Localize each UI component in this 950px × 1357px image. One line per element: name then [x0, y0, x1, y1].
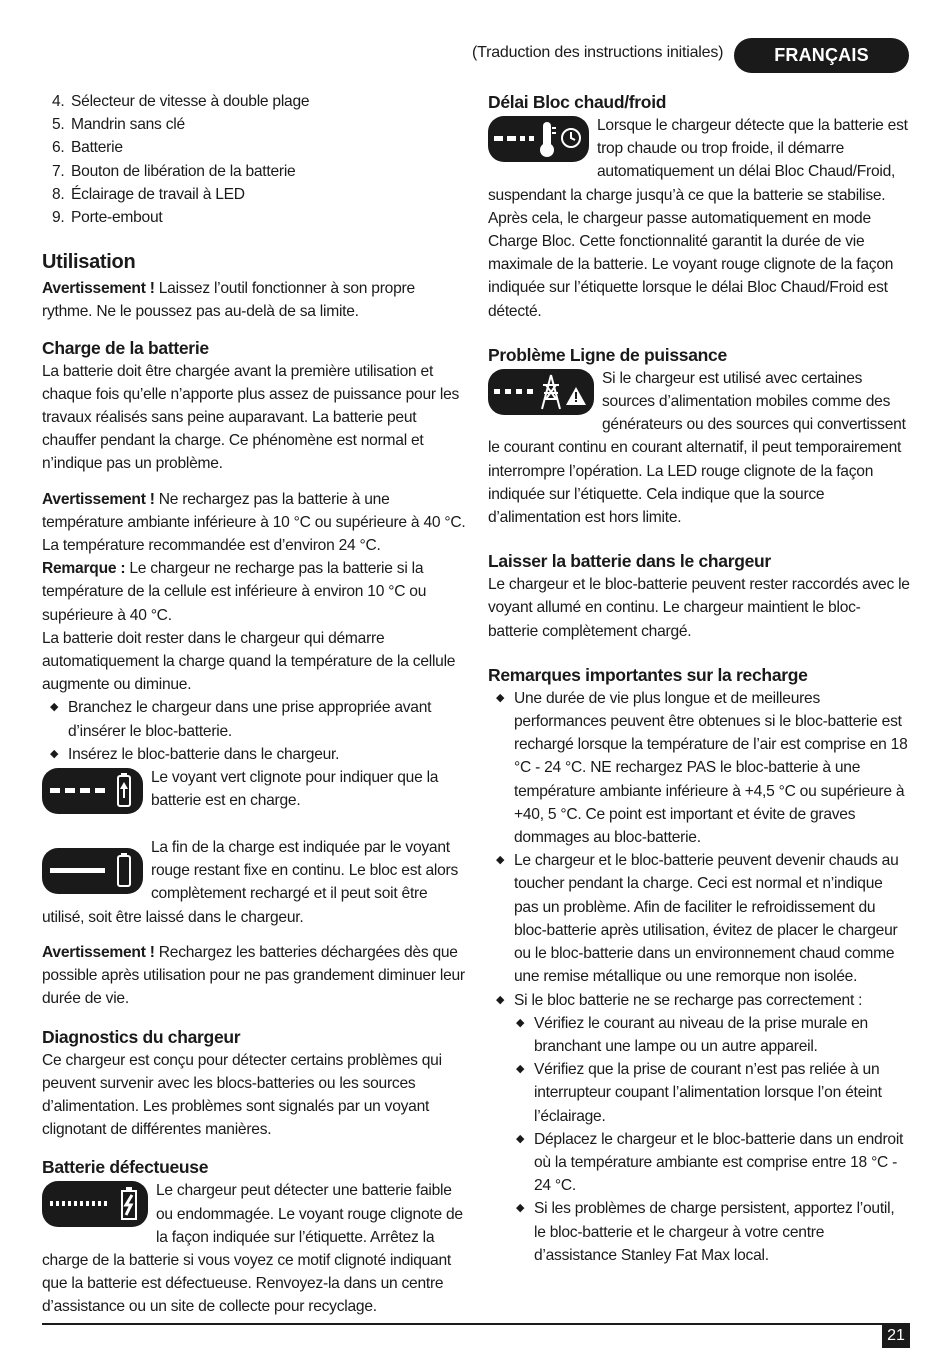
discharge-warning: Avertissement ! Rechargez les batteries déchargées dès que possible après utilisation pour ne pas grandement diminuer leur durée de vie.: [42, 943, 465, 1008]
charge-end-text: La fin de la charge est indiquée par le voyant rouge restant fixe en continu. Le bloc est alors complètement rechargé et il peut soit être utilisé, soit être laissé dans le chargeur.: [42, 839, 458, 926]
diagnostics-text: Ce chargeur est conçu pour détecter certains problèmes qui peuvent survenir avec les blocs-batteries ou les sources d’alimentation. Les problèmes sont signalés par un voyant clignotant de différentes manières.: [42, 1051, 442, 1139]
powerline-text: Si le chargeur est utilisé avec certaines sources d’alimentation mobiles comme des générateurs ou des sources qui convertissent le courant continu en courant alternatif, il peut temporairement interrompre l’opération. La LED rouge clignote de la façon indiquée sur l’étiquette. Cela indique que la source d’alimentation est hors limite.: [488, 369, 906, 527]
list-item: ◆ Si les problèmes de charge persistent, apportez l’outil, le bloc-batterie et le chargeur à votre centre d’assistance Stanley Fat Max local.: [514, 1197, 910, 1267]
right-column: [488, 90, 910, 1267]
list-item: 8. Éclairage de travail à LED: [52, 185, 245, 203]
language-badge: FRANÇAIS: [734, 38, 909, 73]
list-item: ◆ Branchez le chargeur dans une prise appropriée avant d’insérer le bloc-batterie.: [42, 696, 467, 742]
notes-heading: Remarques importantes sur la recharge: [488, 664, 808, 685]
charge-end-row: [42, 836, 467, 929]
list-item: ◆ Vérifiez le courant au niveau de la prise murale en branchant une lampe ou un autre appareil.: [514, 1012, 910, 1058]
notes-sublist: [488, 1012, 910, 1267]
diamond-bullet-icon: ◆: [50, 747, 59, 760]
diamond-bullet-icon: ◆: [516, 1132, 525, 1145]
green-blink-text: Le voyant vert clignote pour indiquer que la batterie est en charge.: [151, 769, 439, 810]
list-item: ◆ Insérez le bloc-batterie dans le chargeur.: [42, 743, 467, 766]
diamond-bullet-icon: ◆: [516, 1016, 525, 1029]
list-item: 5. Mandrin sans clé: [52, 116, 185, 134]
leave-heading: Laisser la batterie dans le chargeur: [488, 551, 771, 572]
hot-cold-delay-icon: [488, 116, 589, 162]
charge-note: Remarque : Le chargeur ne recharge pas la batterie si la température de la cellule est inférieure à environ 10 °C ou supérieure à 40 °C.: [42, 560, 427, 624]
charge-steps: [42, 696, 467, 766]
list-item: ◆ Déplacez le chargeur et le bloc-batterie dans un endroit où la température ambiante est comprise entre 18 °C - 24 °C.: [514, 1128, 910, 1198]
hotcold-heading: Délai Bloc chaud/froid: [488, 92, 667, 112]
green-blink-row: [42, 766, 467, 816]
list-item: 9. Porte-embout: [52, 209, 163, 227]
diamond-bullet-icon: ◆: [496, 993, 505, 1006]
page-number: 21: [882, 1323, 910, 1348]
list-item: ◆ Vérifiez que la prise de courant n’est pas reliée à un interrupteur coupant l’alimentation lorsque l’on éteint l’éclairage.: [514, 1058, 910, 1128]
utilisation-warning: Avertissement ! Laissez l’outil fonctionner à son propre rythme. Ne le poussez pas au-delà de sa limite.: [42, 280, 415, 321]
diamond-bullet-icon: ◆: [516, 1202, 525, 1215]
diamond-bullet-icon: ◆: [496, 854, 505, 867]
defective-battery-icon: [42, 1181, 148, 1227]
list-item: ◆ Si le bloc batterie ne se recharge pas correctement :: [488, 989, 910, 1012]
charge-heading: Charge de la batterie: [42, 337, 209, 358]
diagnostics-heading: Diagnostics du chargeur: [42, 1026, 241, 1047]
powerline-row: [488, 367, 910, 529]
diamond-bullet-icon: ◆: [516, 1063, 525, 1076]
power-line-icon: [488, 369, 594, 415]
list-item: 4. Sélecteur de vitesse à double plage: [52, 93, 310, 110]
powerline-heading: Problème Ligne de puissance: [488, 344, 727, 365]
defective-text: Le chargeur peut détecter une batterie faible ou endommagée. Le voyant rouge clignote de la façon indiquée sur l’étiquette. Arrêtez la charge de la batterie si vous voyez ce motif clignoté indiquant que la batterie est défectueuse. Renvoyez-la dans un centre d’assistance ou un site de collecte pour recyclage.: [42, 1182, 463, 1316]
diamond-bullet-icon: ◆: [496, 691, 505, 704]
charge-stay: La batterie doit rester dans le chargeur qui démarre automatiquement la charge quand la température de la cellule augmente ou diminue.: [42, 629, 456, 694]
defective-heading: Batterie défectueuse: [42, 1157, 209, 1178]
list-item: 7. Bouton de libération de la batterie: [52, 162, 296, 180]
diamond-bullet-icon: ◆: [50, 701, 59, 714]
list-item: 6. Batterie: [52, 139, 123, 157]
header-note: (Traduction des instructions initiales): [472, 44, 724, 61]
hotcold-text: Lorsque le chargeur détecte que la batterie est trop chaude ou trop froide, il démarre automatiquement un délai Bloc Chaud/Froid, suspendant la charge jusqu’à ce que la batterie se stabilise. Après cela, le chargeur passe automatiquement en mode Charge Bloc. Cette fonctionnalité garantit la durée de vie maximale de la batterie. Le voyant rouge clignote de la façon indiquée sur l’étiquette lorsque le délai Bloc Chaud/Froid est détecté.: [488, 117, 908, 320]
charge-intro: La batterie doit être chargée avant la première utilisation et chaque fois qu’elle n’apporte plus assez de puissance pour les travaux réalisés sans peine auparavant. La batterie peut chauffer pendant la charge. Ce phénomène est normal et n’indique pas un problème.: [42, 362, 460, 473]
parts-list: [42, 90, 467, 229]
charge-warning: Avertissement ! Ne rechargez pas la batterie à une température ambiante inférieure à 10 °C ou supérieure à 40 °C. La température recommandée est d’environ 24 °C.: [42, 490, 466, 555]
charged-solid-icon: [42, 848, 143, 894]
charging-blink-icon: [42, 768, 143, 814]
hotcold-row: [488, 114, 910, 323]
defective-row: [42, 1179, 467, 1318]
list-item: ◆ Une durée de vie plus longue et de meilleures performances peuvent être obtenues si le bloc-batterie est rechargé lorsque la température de l’air est comprise en 18 °C - 24 °C. NE rechargez PAS le bloc-batterie à une température ambiante inférieure à +4,5 °C ou supérieure à +40, 5 °C. Ce point est important et évite de graves dommages au bloc-batterie.: [488, 687, 910, 849]
leave-text: Le chargeur et le bloc-batterie peuvent rester raccordés avec le voyant allumé en continu. Le chargeur maintient le bloc-batterie complètement chargé.: [488, 576, 910, 640]
utilisation-heading: Utilisation: [42, 251, 136, 274]
footer-rule: [42, 1323, 910, 1325]
notes-list: [488, 687, 910, 1012]
list-item: ◆ Le chargeur et le bloc-batterie peuvent devenir chauds au toucher pendant la charge. Ceci est normal et n’indique pas un problème. Afin de faciliter le refroidissement du bloc-batterie après utilisation, évitez de placer le chargeur ou le bloc-batterie dans un environnement chaud comme une remise métallique ou une remorque non isolée.: [488, 849, 910, 988]
left-column: [42, 90, 467, 1319]
